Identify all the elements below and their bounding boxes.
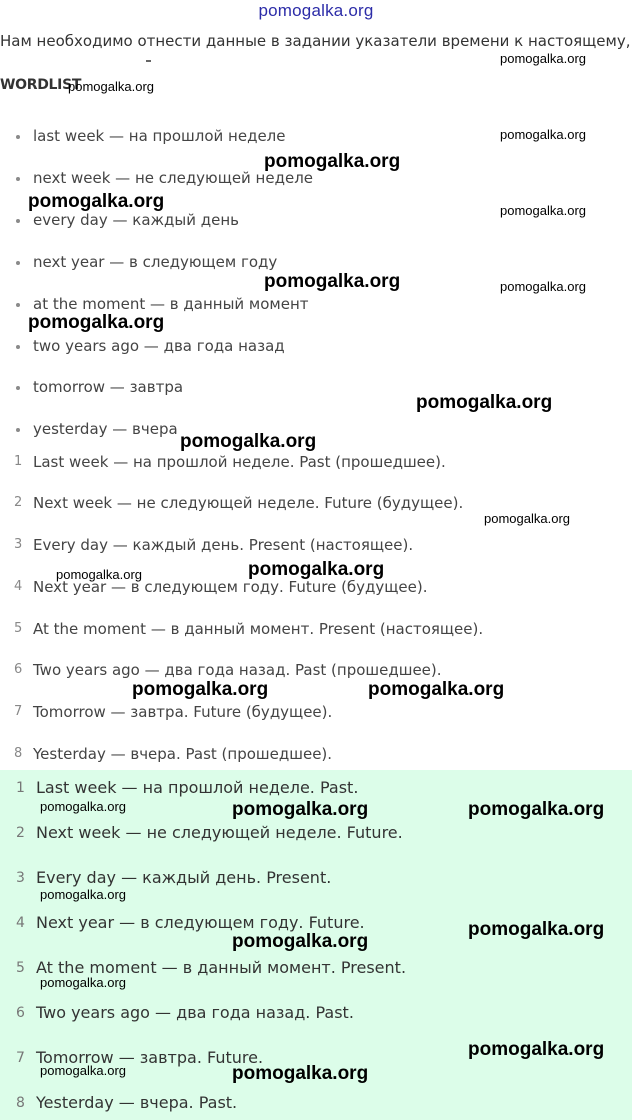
answer-number: 7 (14, 704, 23, 719)
answer-number: 4 (14, 579, 23, 594)
answer-number: 1 (14, 454, 23, 469)
watermark: pomogalka.org (28, 312, 165, 333)
wordlist-entry: every day — каждый день (33, 211, 240, 229)
watermark: pomogalka.org (40, 887, 126, 902)
watermark: pomogalka.org (180, 431, 317, 452)
watermark: pomogalka.org (40, 799, 126, 814)
watermark: pomogalka.org (264, 151, 401, 172)
wordlist-entry: next year — в следующем году (33, 253, 278, 271)
wordlist-entry: at the moment — в данный момент (33, 295, 309, 313)
answer-text: Next year — в следующем году. Future. (36, 913, 365, 932)
answer-text: At the moment — в данный момент. Present. (36, 958, 407, 977)
answer-number: 5 (16, 960, 25, 976)
bullet-icon (16, 386, 20, 390)
answer-number: 5 (14, 621, 23, 636)
watermark: pomogalka.org (484, 511, 570, 526)
answer-text: Two years ago — два года назад. Past. (36, 1003, 354, 1022)
answer-text: Yesterday — вчера. Past (прошедшее). (33, 745, 333, 763)
answer-text: Tomorrow — завтра. Future. (36, 1048, 264, 1067)
answer-text: Last week — на прошлой неделе. Past. (36, 778, 359, 797)
wordlist-entry: next week — не следующей неделе (33, 169, 314, 187)
answer-text: Two years ago — два года назад. Past (прошедшее). (33, 661, 442, 679)
watermark: pomogalka.org (232, 1063, 369, 1084)
answer-number: 6 (14, 662, 23, 677)
bullet-icon (16, 428, 20, 432)
answer-text: Tomorrow — завтра. Future (будущее). (33, 703, 333, 721)
watermark: pomogalka.org (500, 279, 586, 294)
watermark: pomogalka.org (248, 559, 385, 580)
answer-number: 4 (16, 915, 25, 931)
answer-text: Next week — не следующей неделе. Future. (36, 823, 403, 842)
answer-number: 2 (16, 825, 25, 841)
answer-number: 8 (14, 746, 23, 761)
watermark: pomogalka.org (232, 931, 369, 952)
answer-text: Every day — каждый день. Present (настоящее). (33, 536, 414, 554)
bullet-icon (16, 177, 20, 181)
answer-text: Every day — каждый день. Present. (36, 868, 332, 887)
watermark: pomogalka.org (500, 127, 586, 142)
answer-text: Last week — на прошлой неделе. Past (прошедшее). (33, 453, 446, 471)
wordlist-entry: tomorrow — завтра (33, 378, 184, 396)
answer-text: Next week — не следующей неделе. Future (будущее). (33, 494, 464, 512)
answer-number: 6 (16, 1005, 25, 1021)
bullet-icon (16, 345, 20, 349)
answer-number: 3 (16, 870, 25, 886)
wordlist-entry: last week — на прошлой неделе (33, 127, 286, 145)
watermark: pomogalka.org (40, 975, 126, 990)
watermark: pomogalka.org (40, 1063, 126, 1078)
bullet-icon (16, 219, 20, 223)
watermark: pomogalka.org (56, 567, 142, 582)
watermark: pomogalka.org (500, 51, 586, 66)
watermark: pomogalka.org (264, 271, 401, 292)
wordlist-entry: yesterday — вчера (33, 420, 178, 438)
bullet-icon (16, 261, 20, 265)
wordlist-entry: two years ago — два года назад (33, 337, 285, 355)
site-header-link[interactable]: pomogalka.org (258, 1, 374, 20)
watermark: pomogalka.org (28, 191, 165, 212)
answer-number: 3 (14, 537, 23, 552)
watermark: pomogalka.org (468, 1039, 605, 1060)
divider-mark (146, 60, 151, 62)
watermark: pomogalka.org (368, 679, 505, 700)
watermark: pomogalka.org (232, 799, 369, 820)
answer-text: At the moment — в данный момент. Present (настоящее). (33, 620, 484, 638)
answer-number: 1 (16, 780, 25, 796)
answer-number: 8 (16, 1095, 25, 1111)
bullet-icon (16, 303, 20, 307)
answer-number: 7 (16, 1050, 25, 1066)
answer-text: Yesterday — вчера. Past. (36, 1093, 238, 1112)
watermark: pomogalka.org (416, 392, 553, 413)
watermark: pomogalka.org (68, 79, 154, 94)
answer-text: Next year — в следующем году. Future (будущее). (33, 578, 428, 596)
watermark: pomogalka.org (500, 203, 586, 218)
watermark: pomogalka.org (468, 919, 605, 940)
watermark: pomogalka.org (132, 679, 269, 700)
intro-text: Нам необходимо отнести данные в задании указатели времени к настоящему, (0, 32, 631, 50)
answer-number: 2 (14, 495, 23, 510)
wordlist-title: WORDLIST (0, 77, 82, 93)
bullet-icon (16, 135, 20, 139)
watermark: pomogalka.org (468, 799, 605, 820)
